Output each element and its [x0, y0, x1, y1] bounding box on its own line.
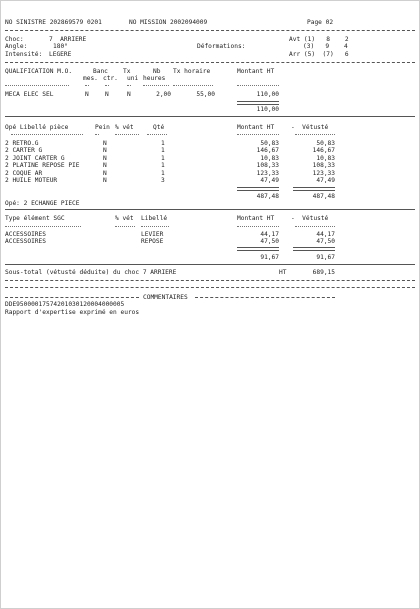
piece-qte: 3 [161, 177, 165, 184]
pieces-label-underline [11, 134, 83, 135]
banc-header: Banc [93, 68, 108, 75]
piece-pein: N [103, 177, 107, 184]
mission-number: NO MISSION 2002094009 [129, 19, 208, 26]
sgc-total-rule-vet [293, 247, 335, 251]
comments-text: Rapport d'expertise exprimé en euros [5, 309, 140, 316]
qual-row-c3: N [127, 91, 131, 98]
piece-vetuste: 47,49 [316, 177, 335, 184]
txh-underline [173, 85, 213, 86]
montant-header: Montant HT [237, 68, 275, 75]
piece-label: 2 RETRO.G [5, 140, 39, 147]
montant-underline [237, 85, 279, 86]
comments-code: DDE95000017574201030120004000005 [5, 301, 125, 308]
sgc-total-montant: 91,67 [260, 254, 279, 261]
qual-underline [5, 85, 69, 86]
sgc-libelle: REPOSE [141, 238, 164, 246]
pieces-qte-underline [147, 134, 167, 135]
pieces-qte-header: Qté [153, 124, 165, 131]
sgc-total-rule [237, 247, 279, 251]
piece-montant: 10,83 [260, 154, 279, 162]
qual-row-montant: 110,00 [256, 91, 279, 98]
choc-label: Choc: [5, 36, 24, 43]
piece-label: 2 PLATINE REPOSE PIE [5, 162, 80, 170]
heures-underline [143, 85, 169, 86]
piece-pein: N [103, 140, 107, 147]
qual-row-c2: N [105, 91, 109, 98]
piece-qte: 1 [161, 162, 165, 170]
sgc-type: ACCESSOIRES [5, 231, 46, 238]
intensite-label: Intensité: [5, 51, 43, 58]
piece-montant: 50,83 [260, 140, 279, 147]
qual-row-c1: N [85, 91, 89, 98]
sgc-vet-header: % vét [115, 215, 134, 222]
piece-qte: 1 [161, 154, 165, 162]
qual-rule [5, 116, 415, 117]
pieces-ope-note: Opé: 2 ECHANGE PIECE [5, 200, 80, 207]
pieces-total-montant: 487,48 [256, 193, 279, 200]
deformations-label: Déformations: [197, 43, 246, 50]
sgc-vetuste: 44,17 [316, 231, 335, 238]
pieces-vetuste-underline [295, 134, 335, 135]
piece-label: 2 HUILE MOTEUR [5, 177, 58, 184]
pieces-vet-header: % vét [115, 124, 134, 131]
uni-underline [127, 85, 131, 86]
pieces-rule [5, 209, 415, 210]
piece-qte: 1 [161, 140, 165, 147]
piece-vetuste: 146,67 [312, 147, 335, 155]
sgc-montant: 47,50 [260, 238, 279, 246]
sgc-montant: 44,17 [260, 231, 279, 238]
subtotal-rule [5, 280, 415, 281]
sgc-vet-underline [115, 226, 135, 227]
sinistre-number: NO SINISTRE 202869579 0201 [5, 19, 102, 26]
sgc-vetuste-header: - Vétusté [291, 215, 329, 222]
piece-vetuste: 108,33 [312, 162, 335, 170]
sgc-montant-header: Montant HT [237, 215, 275, 222]
comments-rule-left [5, 297, 139, 298]
uni-header: uni [127, 75, 139, 82]
ctr-underline [105, 85, 109, 86]
sgc-libelle-underline [141, 226, 169, 227]
header-rule [5, 30, 415, 31]
sgc-montant-underline [237, 226, 279, 227]
sgc-type-header: Type élément SGC [5, 215, 65, 222]
angle-label: Angle: [5, 43, 28, 50]
pieces-montant-underline [237, 134, 279, 135]
piece-label: 2 COQUE AR [5, 169, 43, 177]
angle-value: 180° [53, 43, 68, 50]
piece-montant: 123,33 [256, 169, 279, 177]
comments-rule-right [195, 297, 335, 298]
deformation-avt: Avt (1) 8 2 [289, 36, 349, 43]
piece-montant: 146,67 [256, 147, 279, 155]
pieces-montant-header: Montant HT [237, 124, 275, 131]
intensite-value: LEGERE [49, 51, 72, 58]
qual-row-nb: 2,00 [156, 91, 171, 98]
piece-label: 2 CARTER G [5, 147, 43, 155]
deformation-arr: Arr (5) (7) 6 [289, 51, 349, 58]
pieces-ope-header: Opé Libellé pièce [5, 124, 69, 131]
page-number: Page 02 [307, 19, 334, 26]
tx-header: Tx [123, 68, 131, 75]
sgc-libelle: LEVIER [141, 231, 164, 238]
piece-pein: N [103, 169, 107, 177]
qual-row-tx: 55,00 [196, 91, 215, 98]
ctr-header: ctr. [103, 75, 118, 82]
piece-vetuste: 123,33 [312, 169, 335, 177]
sgc-vetuste: 47,50 [316, 238, 335, 246]
qual-total-rule [237, 101, 279, 105]
deformation-mid: (3) 9 4 [303, 43, 348, 50]
sgc-rule [5, 264, 415, 265]
sgc-vetuste-underline [295, 226, 335, 227]
sgc-libelle-header: Libellé [141, 215, 168, 222]
heures-header: heures [143, 75, 166, 82]
piece-label: 2 JOINT CARTER G [5, 154, 65, 162]
sgc-type: ACCESSOIRES [5, 238, 46, 246]
comments-title: COMMENTAIRES [143, 294, 188, 301]
piece-pein: N [103, 154, 107, 162]
mes-header: mes. [83, 75, 98, 82]
pieces-vet-underline [115, 134, 139, 135]
subtotal-label: Sous-total (vétusté déduite) du choc 7 ARRIERE [5, 269, 177, 276]
piece-montant: 108,33 [256, 162, 279, 170]
subtotal-ht: HT [279, 269, 287, 276]
piece-qte: 1 [161, 147, 165, 155]
choc-value: 7 ARRIERE [49, 36, 87, 43]
pre-comments-rule [5, 287, 415, 288]
piece-vetuste: 50,83 [316, 140, 335, 147]
piece-vetuste: 10,83 [316, 154, 335, 162]
qual-total: 110,00 [256, 106, 279, 113]
pieces-pein-underline [95, 134, 99, 135]
pieces-total-rule [237, 187, 279, 191]
qual-header: QUALIFICATION M.O. [5, 68, 73, 75]
pieces-total-vetuste: 487,48 [312, 193, 335, 200]
banc-underline [85, 85, 89, 86]
subtotal-value: 689,15 [312, 269, 335, 276]
sgc-total-vetuste: 91,67 [316, 254, 335, 261]
piece-montant: 47,49 [260, 177, 279, 184]
sgc-type-underline [5, 226, 81, 227]
piece-pein: N [103, 162, 107, 170]
qual-row-name: MECA ELEC SEL [5, 91, 54, 98]
piece-qte: 1 [161, 169, 165, 177]
pieces-total-rule-vet [293, 187, 335, 191]
txh-header: Tx horaire [173, 68, 211, 75]
vehicle-rule [5, 62, 415, 63]
piece-pein: N [103, 147, 107, 155]
pieces-pein-header: Pein [95, 124, 110, 131]
nb-header: Nb [153, 68, 161, 75]
pieces-vetuste-header: - Vétusté [291, 124, 329, 131]
